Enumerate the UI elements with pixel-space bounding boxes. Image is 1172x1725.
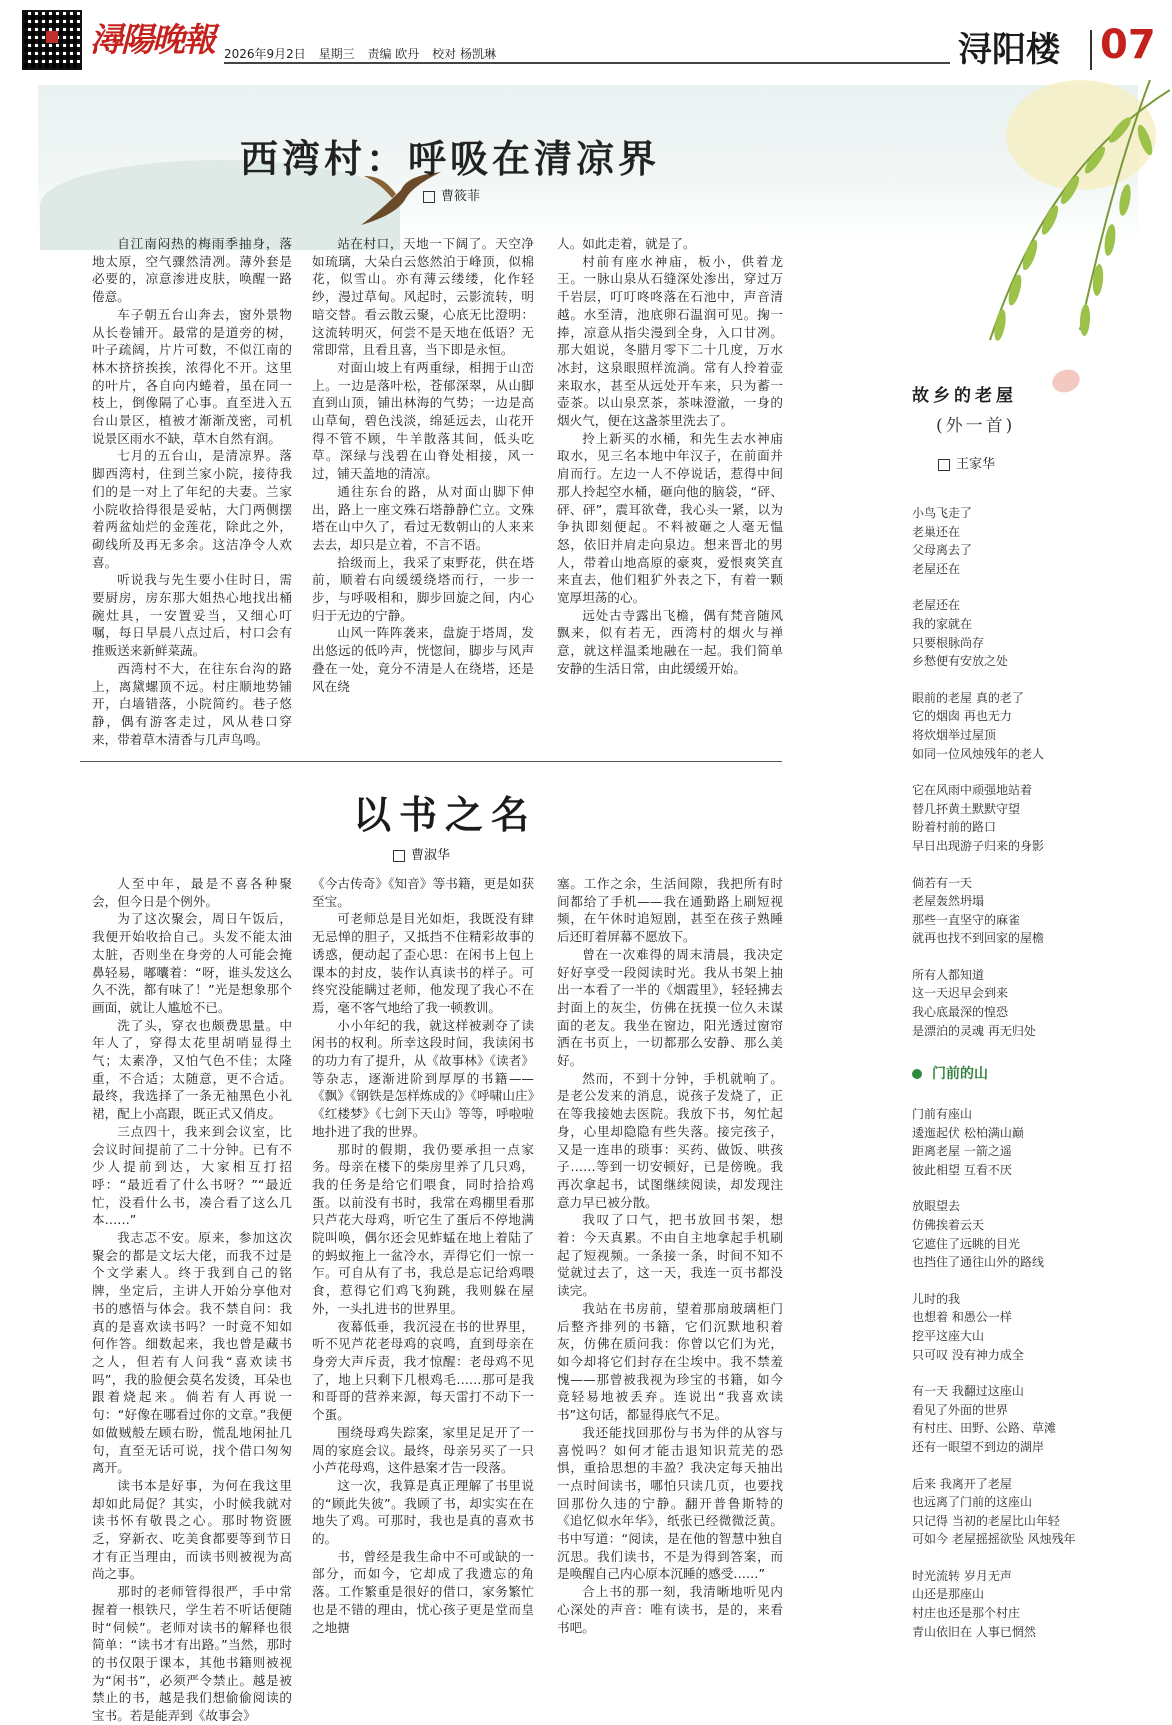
article1-column-3 xyxy=(557,235,783,678)
poem-line: 距离老屋 一箭之遥 xyxy=(912,1144,1012,1159)
paragraph: 自江南闷热的梅雨季抽身，落地太原，空气骤然清冽。薄外套是必要的，凉意渗进皮肤，唤醒一路倦意。 xyxy=(92,236,292,305)
poem-line: 挖平这座大山 xyxy=(912,1328,985,1343)
article1-byline xyxy=(423,185,480,204)
poem-stanza xyxy=(912,689,1044,763)
article2-column-3 xyxy=(557,875,783,1636)
poem-title: 故乡的老屋 xyxy=(912,386,1017,406)
paragraph: 可老师总是目光如炬，我既没有肆无忌惮的胆子，又抵挡不住精彩故事的诱惑，便动起了歪心思：在闲书上包上课本的封皮，装作认真读书的样子。可终究没能瞒过老师，他发现了我心不在焉，毫不客气地给了我一顿教训。 xyxy=(312,911,534,1015)
poem-line: 只可叹 没有神力成全 xyxy=(912,1347,1024,1362)
poem-line: 有村庄、田野、公路、草滩 xyxy=(912,1421,1057,1436)
paragraph: 我志忑不安。原来，参加这次聚会的都是文坛大佬，而我不过是个文学素人。终于我到自己的铭牌，坐定后，主讲人开始分享他对书的感悟与体会。我不禁自问：我真的是喜欢读书吗？一时竟不知如何作答。细数起来，我也曾是藏书之人，但若有人问我“喜欢读书吗”，我的脸便会莫名发烫，耳朵也跟着烧起来。倘若有人再说一句：“好像在哪看过你的文章。”我便如做贼般左顾右盼，慌乱地闲扯几句，直至无话可说，找个借口匆匆离开。 xyxy=(92,1230,292,1476)
poem-stanza xyxy=(912,966,1044,1040)
paragraph: 听说我与先生要小住时日，需要厨房，房东那大姐热心地找出桶碗灶具，一安置妥当，又细心叮嘱，每日早晨八点过后，村口会有推贩送来新鲜菜蔬。 xyxy=(92,572,292,659)
paragraph: 拾级而上，我采了束野花，供在塔前，顺着右向缓缓绕塔而行，一步一步，与呼吸相和，脚步回旋之间，内心归于无边的宁静。 xyxy=(312,554,534,623)
paragraph: 洗了头，穿衣也颇费思量。中年人了，穿得太花里胡哨显得土气；太素净，又怕气色不佳；太隆重，不合适；太随意，更不合适。最终，我选择了一条无袖黑色小礼裙，配上小高跟，既正式又俏皮。 xyxy=(92,1017,292,1122)
poem-line: 青山依旧在 人事已惘然 xyxy=(912,1624,1036,1639)
poem-line: 门前有座山 xyxy=(912,1107,973,1121)
paragraph: 西湾村不大，在往东台沟的路上，离黛螺顶不远。村庄顺地势铺开，白墙错落，小院简约。巷子悠静，偶有游客走过，风从巷口穿来，带着草木清香与几声鸟鸣。 xyxy=(92,660,292,747)
poem-stanza xyxy=(912,874,1044,948)
poem-stanza xyxy=(912,1475,1076,1549)
article2-column-1 xyxy=(92,875,292,1725)
poem-line: 如同一位风烛残年的老人 xyxy=(912,746,1045,761)
poem-line: 放眼望去 xyxy=(912,1199,961,1214)
poem-line: 这一天迟早会到来 xyxy=(912,986,1009,1001)
poem-line: 也想着 和愚公一样 xyxy=(912,1310,1012,1325)
poem-line: 村庄也还是那个村庄 xyxy=(912,1606,1021,1621)
poem-line: 将炊烟举过屋顶 xyxy=(912,727,997,742)
section-separator xyxy=(1090,30,1092,70)
paragraph: 这一次，我算是真正理解了书里说的“顾此失彼”。我顾了书，却实实在在地失了鸡。可那时，我也是真的喜欢书的。 xyxy=(312,1477,534,1547)
poem-line: 只要根脉尚存 xyxy=(912,635,985,650)
poem-line: 彼此相望 互看不厌 xyxy=(912,1162,1012,1177)
poem-line: 逶迤起伏 松柏满山巅 xyxy=(912,1125,1024,1140)
paragraph: 远处古寺露出飞檐，偶有梵音随风飘来，似有若无，西湾村的烟火与禅意，就这样温柔地融在一起。我们简单安静的生活日常，由此缓缓开始。 xyxy=(557,607,783,676)
section-name: 浔阳楼 xyxy=(958,30,1060,70)
poem-line: 乡愁便有安放之处 xyxy=(912,654,1009,669)
page-number: 07 xyxy=(1100,22,1156,68)
poem-line: 也远离了门前的这座山 xyxy=(912,1495,1033,1510)
article1-column-1 xyxy=(92,235,292,748)
poem-line: 儿时的我 xyxy=(912,1291,961,1306)
poem-line: 时光流转 岁月无声 xyxy=(912,1568,1012,1583)
poem-line: 有一天 我翻过这座山 xyxy=(912,1384,1024,1399)
paragraph: 合上书的那一刻，我清晰地听见内心深处的声音：唯有读书，是的，来看书吧。 xyxy=(557,1584,783,1635)
paragraph: 为了这次聚会，周日午饭后，我便开始收拾自己。头发不能太油太脏，否则坐在身旁的人可能会掩鼻轻易，嘟囔着：“呀，谁头发这么久不洗，都有味了！”光是想象那个画面，就让人尴尬不已。 xyxy=(92,911,292,1015)
article1-column-2 xyxy=(312,235,534,695)
poem-subtitle: (外一首) xyxy=(936,416,1016,436)
paragraph: 塞。工作之余，生活间隙，我把所有时间都给了手机——我在通勤路上刷短视频，在午休时追短剧，甚至在孩子熟睡后还盯着屏幕不愿放下。 xyxy=(557,876,783,945)
poem-stanza xyxy=(912,504,1044,578)
byline-box-icon xyxy=(393,850,405,862)
article2-title: 以书之名 xyxy=(353,792,538,837)
issue-date: 2026年9月2日 xyxy=(224,47,306,61)
paragraph: 夜幕低垂，我沉浸在书的世界里，听不见芦花老母鸡的哀鸣，直到母亲在身旁大声斥责，我才惊醒：老母鸡不见了，地上只剩下几根鸡毛……那可是我和哥哥的营养来源，每天雷打不动下一个蛋。 xyxy=(312,1318,534,1423)
poem-line: 替几抔黄土默默守望 xyxy=(912,801,1021,816)
paragraph: 书，曾经是我生命中不可或缺的一部分，而如今，它却成了我遗忘的角落。工作繁重是很好的借口，家务繁忙也是不错的理由，忧心孩子更是堂而皇之地搪 xyxy=(312,1548,534,1635)
poem-stanza xyxy=(912,1290,1076,1364)
paragraph: 车子朝五台山奔去，窗外景物从长卷铺开。最常的是道旁的树，叶子疏阔，片片可数，不似江南的林木挤挤挨挨，浓得化不开。这里的叶片，各自向内蜷着，虽在同一枝上，倒像隔了心事。直至进入五台山景区，植被才渐渐茂密，司机说景区雨水不缺，草木自然有润。 xyxy=(92,306,292,446)
poem-line: 它的烟囱 再也无力 xyxy=(912,709,1012,724)
paragraph: 围绕母鸡失踪案，家里足足开了一周的家庭会议。最终，母亲另买了一只小芦花母鸡，这件悬案才告一段落。 xyxy=(312,1424,534,1476)
poem-line: 早日出现游子归来的身影 xyxy=(912,838,1045,853)
article1-author: 曹筱菲 xyxy=(441,189,481,204)
article2-column-2 xyxy=(312,875,534,1636)
newspaper-logo: 潯陽晚報 xyxy=(90,20,214,59)
proofreader-credit: 校对 杨凯琳 xyxy=(432,47,496,61)
poem-line: 小鸟飞走了 xyxy=(912,506,973,520)
poem-line: 它遮住了远眺的目光 xyxy=(912,1236,1021,1251)
editor-credit: 责编 欧丹 xyxy=(367,47,420,61)
paragraph: 小小年纪的我，就这样被剥夺了读闲书的权利。所幸这段时间，我读闲书的功力有了提升，从《故事林》《读者》等杂志，逐渐进阶到厚厚的书籍——《飘》《钢铁是怎样炼成的》《呼啸山庄》《红楼梦》《七剑下天山》等等，呼啦啦地扑进了我的世界。 xyxy=(312,1017,534,1139)
paragraph: 《今古传奇》《知音》等书籍，更是如获至宝。 xyxy=(312,876,534,909)
poem-stanza xyxy=(912,1567,1076,1641)
poem-line: 我心底最深的惶恐 xyxy=(912,1005,1009,1020)
article1-title: 西湾村：呼吸在清凉界 xyxy=(240,136,661,181)
poem-stanza xyxy=(912,1197,1076,1271)
paragraph: 人至中年，最是不喜各种聚会，但今日是个例外。 xyxy=(92,876,292,909)
paragraph: 三点四十，我来到会议室，比会议时间提前了二十分钟。已有不少人提前到达，大家相互打招呼：“最近看了什么书呀？”“最近忙，没看什么书，凑合看了这么几本……” xyxy=(92,1123,292,1228)
poem-line: 山还是那座山 xyxy=(912,1587,985,1602)
paragraph: 通往东台的路，从对面山脚下伸出，路上一座文殊石塔静静伫立。文殊塔在山中久了，看过无数朝山的人来来去去，却只是立着，不言不语。 xyxy=(312,483,534,552)
poem-line: 老屋轰然坍塌 xyxy=(912,894,985,909)
paragraph: 然而，不到十分钟，手机就响了。是老公发来的消息，说孩子发烧了，正在等我接她去医院。我放下书，匆忙起身，心里却隐隐有些失落。接完孩子，又是一连串的琐事：买药、做饭、哄孩子……等到一切安顿好，已是傍晚。我再次拿起书，试图继续阅读，却发现注意力早已被分散。 xyxy=(557,1070,783,1210)
byline-box-icon xyxy=(938,459,950,471)
paragraph: 读书本是好事，为何在我这里却如此局促？其实，小时候我就对读书怀有敬畏之心。那时物资匮乏，穿新衣、吃美食都要等到节日才有正当理由，而读书则被视为高尚之事。 xyxy=(92,1477,292,1582)
poem-body xyxy=(912,504,1044,1058)
poem-line: 那些一直坚守的麻雀 xyxy=(912,912,1021,927)
paragraph: 曾在一次难得的周末清晨，我决定好好享受一段阅读时光。我从书架上抽出一本看了一半的《烟霞里》，轻轻拂去封面上的灰尘，仿佛在抚摸一位久未谋面的老友。我坐在窗边，阳光透过窗帘洒在书页上，一切都那么安静、那么美好。 xyxy=(557,946,783,1069)
paragraph: 那时的假期，我仍要承担一点家务。母亲在楼下的柴房里养了几只鸡，我的任务是给它们喂食，同时拾拾鸡蛋。以前没有书时，我常在鸡棚里看那只芦花大母鸡，听它生了蛋后不停地满院叫唤，偶尔还会见蚱蜢在地上着陆了的蚂蚁拖上一盆冷水，弄得它们一惊一乍。可自从有了书，我总是忘记给鸡喂食，惹得它们鸡飞狗跳，我则躲在屋外，一头扎进书的世界里。 xyxy=(312,1141,534,1316)
poem-stanza xyxy=(912,1105,1076,1179)
article2-byline xyxy=(393,844,450,863)
paragraph: 村前有座水神庙，板小，供着龙王。一脉山泉从石缝深处渗出，穿过万千岩层，叮叮咚咚落在石池中，声音清越。水至清，池底卵石温润可见。掬一捧，凉意从指尖漫到全身，入口甘冽。那大姐说，冬腊月零下二十几度，万水冰封，这泉眼照样流淌。常有人拎着壶来取水，甚至从远处开车来，只为蓄一壶茶。以山泉烹茶，茶味澄澈，一身的烟火气，便在这盏茶里洗去了。 xyxy=(557,253,783,429)
article2-author: 曹淑华 xyxy=(411,848,451,863)
poem-line: 仿佛挨着云天 xyxy=(912,1217,985,1232)
qr-logo-mark xyxy=(46,31,58,43)
paragraph: 我还能找回那份与书为伴的从容与喜悦吗？如何才能击退知识荒芜的恐惧，重拾思想的丰盈？我决定每天抽出一点时间读书，哪怕只读几页，也要找回那份久违的宁静。翻开普鲁斯特的《追忆似水年华》，纸张已经微微泛黄。书中写道：“阅读，是在他的智慧中独自沉思。我们读书，不是为得到答案，而是唤醒自己内心原本沉睡的感受……” xyxy=(557,1424,783,1582)
poem-byline xyxy=(938,453,995,472)
poem-line: 我的家就在 xyxy=(912,616,973,631)
poem-line: 后来 我离开了老屋 xyxy=(912,1476,1012,1491)
poem-line: 倘若有一天 xyxy=(912,875,973,890)
poem-line: 可如今 老屋摇摇欲坠 风烛残年 xyxy=(912,1532,1076,1547)
poem-line: 所有人都知道 xyxy=(912,967,985,982)
poem-stanza xyxy=(912,781,1044,855)
issue-weekday: 星期三 xyxy=(318,47,355,61)
paragraph: 山风一阵阵袭来，盘旋于塔周，发出悠远的低吟声，恍惚间，脚步与风声叠在一处，竟分不清是人在绕塔，还是风在绕 xyxy=(312,625,534,694)
bullet-dot-icon xyxy=(912,1069,922,1079)
paragraph: 我叹了口气，把书放回书架，想着：今天真累。不由自主地拿起手机刷起了短视频。一条接一条，时间不知不觉就过去了，这一天，我连一页书都没读完。 xyxy=(557,1212,783,1299)
poem-stanza xyxy=(912,596,1044,670)
poem2-title-text: 门前的山 xyxy=(932,1066,988,1082)
poem-line: 眼前的老屋 真的老了 xyxy=(912,690,1024,705)
poem-author: 王家华 xyxy=(956,457,996,472)
paragraph: 拎上新买的水桶，和先生去水神庙取水，见三名本地中年汉子，在前面并肩而行。左边一人不停说话，惹得中间那人拎起空水桶，砸向他的脑袋，“砰、砰、砰”，震耳欲聋，我心头一紧，以为争执即刻便起。不料被砸之人毫无愠怒，依旧并肩走向泉边。想来晋北的男人，带着山地高原的豪爽，爱恨爽笑直来直去，他们粗犷外表之下，有着一颗宽厚坦荡的心。 xyxy=(557,430,783,606)
poem-line: 它在风雨中顽强地站着 xyxy=(912,783,1033,798)
poem-line: 老屋还在 xyxy=(912,598,961,613)
poem-line: 看见了外面的世界 xyxy=(912,1402,1009,1417)
poem-line: 是漂泊的灵魂 再无归处 xyxy=(912,1023,1036,1038)
poem2-title xyxy=(912,1063,988,1083)
paragraph: 对面山坡上有两重绿，相拥于山峦上。一边是落叶松，苍郁深翠，从山脚直到山顶，铺出林海的气势；一边是高山草甸，碧色浅淡，绵延远去，山花开得不管不顾，牛羊散落其间，低头吃草。深绿与浅碧在山脊处相接，风一过，铺天盖地的清凉。 xyxy=(312,359,534,482)
poem-line: 也挡住了通往山外的路线 xyxy=(912,1255,1045,1270)
article-divider xyxy=(80,761,782,762)
poem-line: 盼着村前的路口 xyxy=(912,820,997,835)
issue-info xyxy=(224,45,505,62)
paragraph: 七月的五台山，是清凉界。落脚西湾村，住到兰家小院，接待我们的是一对上了年纪的夫妻。兰家小院收拾得很是妥帖，大门两侧摆着两盆灿烂的金莲花，除此之外，砌线所及再无多余。这洁净令人欢喜。 xyxy=(92,448,292,570)
paragraph: 我站在书房前，望着那扇玻璃柜门后整齐排列的书籍，它们沉默地积着灰，仿佛在质问我：你曾以它们为光，如今却将它们封存在尘埃中。我不禁羞愧——那曾被我视为珍宝的书籍，如今竟轻易地被丢弃。连说出“我喜欢读书”这句话，都显得底气不足。 xyxy=(557,1300,783,1423)
poem-line: 还有一眼望不到边的湖岸 xyxy=(912,1439,1045,1454)
poem-line: 老屋还在 xyxy=(912,561,961,576)
header-rule xyxy=(224,62,950,64)
poem-line: 就再也找不到回家的屋檐 xyxy=(912,931,1045,946)
paragraph: 那时的老师管得很严，手中常握着一根铁尺，学生若不听话便随时“伺候”。老师对读书的解释也很简单：“读书才有出路。”当然，那时的书仅限于课本，其他书籍则被视为“闲书”，必须严令禁止。越是被禁止的书，越是我们想偷偷阅读的宝书。若是能弄到《故事会》 xyxy=(92,1584,292,1724)
poem-line: 老巢还在 xyxy=(912,524,961,539)
poem-stanza xyxy=(912,1382,1076,1456)
poem-line: 父母离去了 xyxy=(912,543,973,558)
poem-line: 只记得 当初的老屋比山年轻 xyxy=(912,1513,1060,1528)
paragraph: 站在村口，天地一下阔了。天空净如琉璃，大朵白云悠然泊于峰顶，似棉花，似雪山。亦有薄云缕缕，化作轻纱，漫过草甸。风起时，云影流转，明暗交替。看云散云聚，心底无比澄明：这流转明灭，何尝不是天地在低语？无常即常，且看且喜，当下即是永恒。 xyxy=(312,236,534,358)
byline-box-icon xyxy=(423,191,435,203)
poem2-body xyxy=(912,1105,1076,1659)
paragraph: 人。如此走着，就是了。 xyxy=(557,236,696,251)
